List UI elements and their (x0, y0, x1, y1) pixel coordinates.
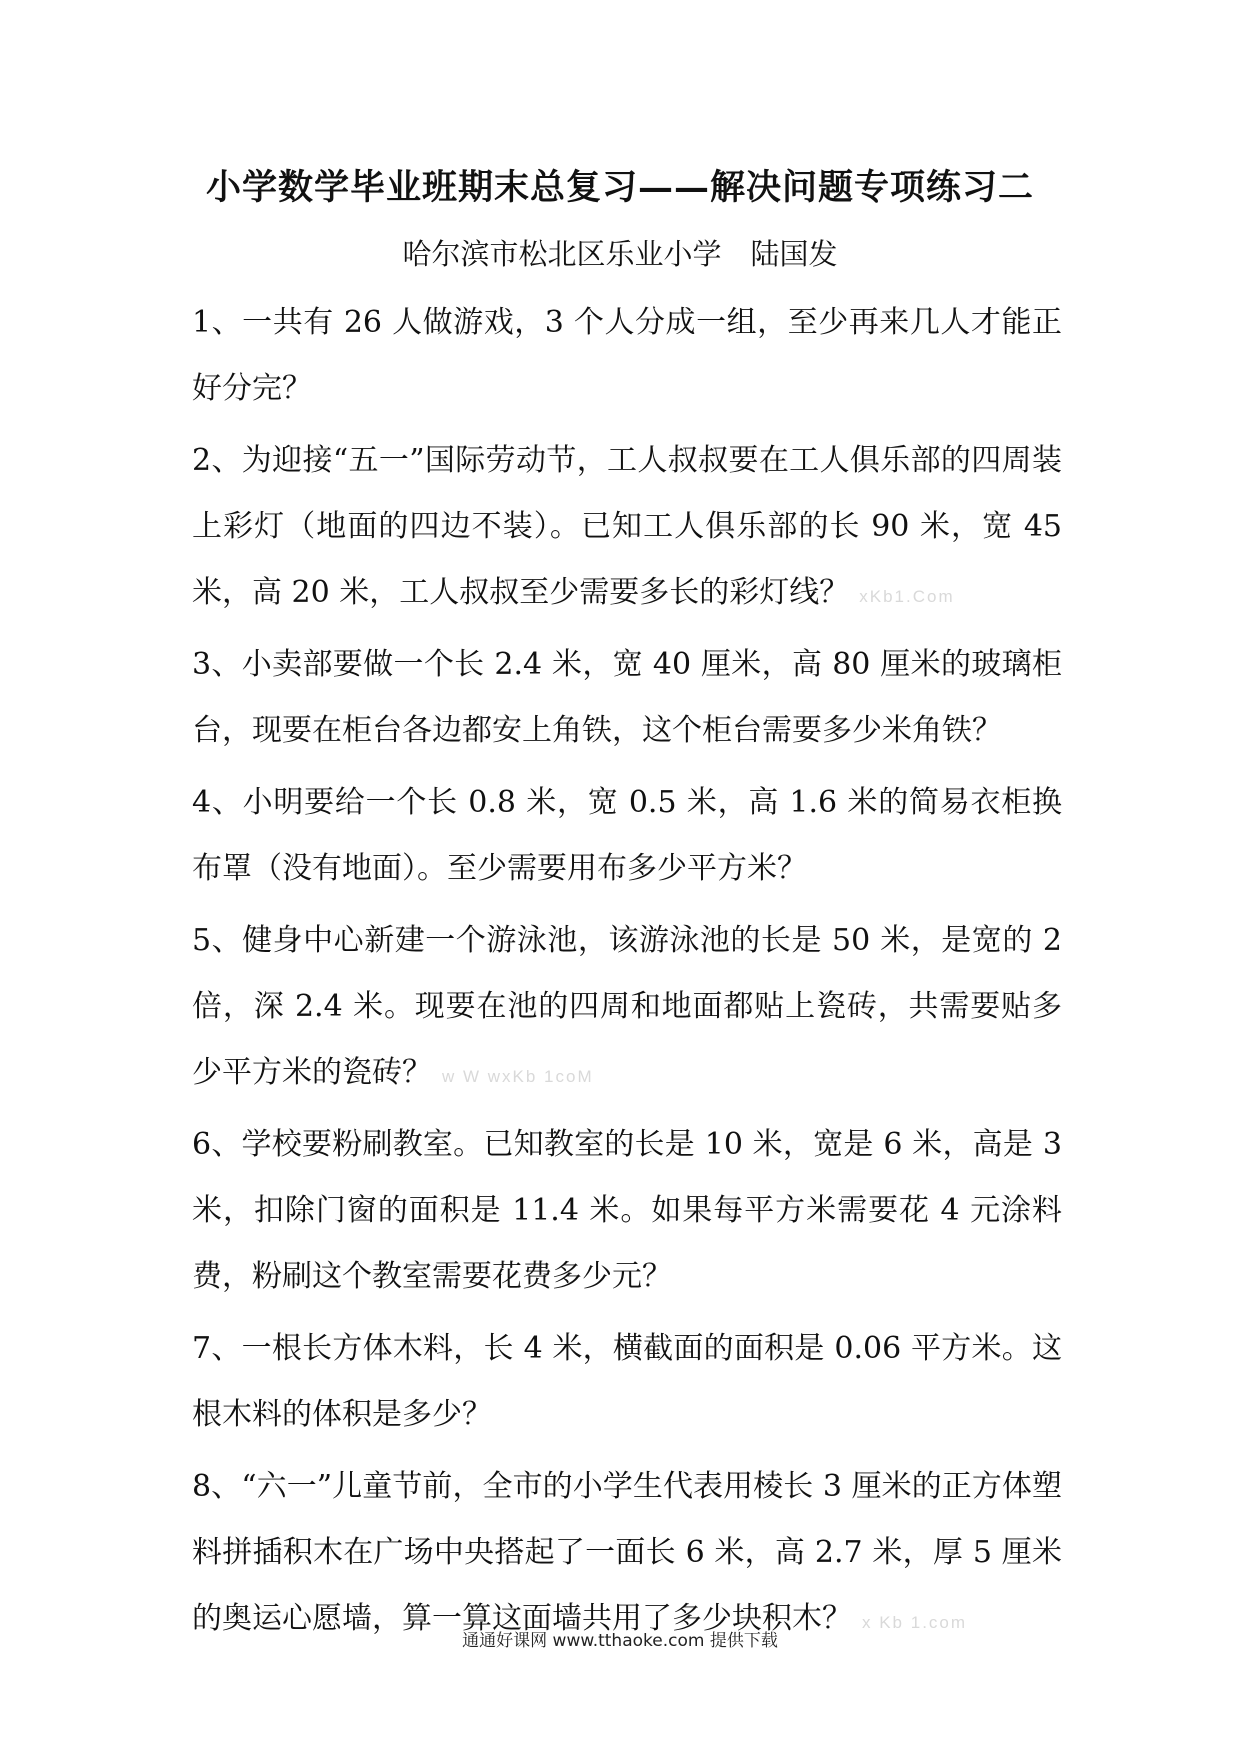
watermark: x Kb 1.com (862, 1613, 968, 1632)
watermark: w W wxKb 1coM (442, 1067, 594, 1086)
page-title: 小学数学毕业班期末总复习——解决问题专项练习二 (205, 167, 1034, 208)
problem-text: 4、小明要给一个长 0.8 米，宽 0.5 米，高 1.6 米的简易衣柜换布罩（没有地面）。至少需要用布多少平方米？ (192, 785, 1062, 886)
problem-item (192, 1316, 1062, 1452)
problem-text: 2、为迎接“五一”国际劳动节，工人叔叔要在工人俱乐部的四周装上彩灯（地面的四边不装）。已知工人俱乐部的长 90 米，宽 45 米，高 20 米，工人叔叔至少需要多长的彩灯线？ (192, 443, 1062, 610)
problem-item (192, 908, 1062, 1110)
footer-credit: 通通好课网 www.tthaoke.com 提供下载 (462, 1631, 778, 1651)
problem-item (192, 428, 1062, 630)
problem-item (192, 632, 1062, 768)
problem-text: 8、“六一”儿童节前，全市的小学生代表用棱长 3 厘米的正方体塑料拼插积木在广场中央搭起了一面长 6 米，高 2.7 米，厚 5 厘米的奥运心愿墙，算一算这面墙共用了多少块积木？ (192, 1469, 1062, 1636)
problem-item (192, 290, 1062, 426)
problem-list (192, 290, 1062, 1658)
problem-text: 5、健身中心新建一个游泳池，该游泳池的长是 50 米，是宽的 2 倍，深 2.4 米。现要在池的四周和地面都贴上瓷砖，共需要贴多少平方米的瓷砖？ (192, 923, 1062, 1090)
problem-text: 1、一共有 26 人做游戏，3 个人分成一组，至少再来几人才能正好分完？ (192, 305, 1062, 406)
problem-text: 3、小卖部要做一个长 2.4 米，宽 40 厘米，高 80 厘米的玻璃柜台，现要在柜台各边都安上角铁，这个柜台需要多少米角铁？ (192, 647, 1062, 748)
problem-text: 7、一根长方体木料，长 4 米，横截面的面积是 0.06 平方米。这根木料的体积是多少？ (192, 1331, 1062, 1432)
problem-item (192, 1112, 1062, 1314)
problem-item (192, 770, 1062, 906)
problem-text: 6、学校要粉刷教室。已知教室的长是 10 米，宽是 6 米，高是 3 米，扣除门窗的面积是 11.4 米。如果每平方米需要花 4 元涂料费，粉刷这个教室需要花费多少元？ (192, 1127, 1062, 1294)
watermark: xKb1.Com (859, 587, 955, 606)
author-line: 哈尔滨市松北区乐业小学 陆国发 (402, 237, 838, 271)
